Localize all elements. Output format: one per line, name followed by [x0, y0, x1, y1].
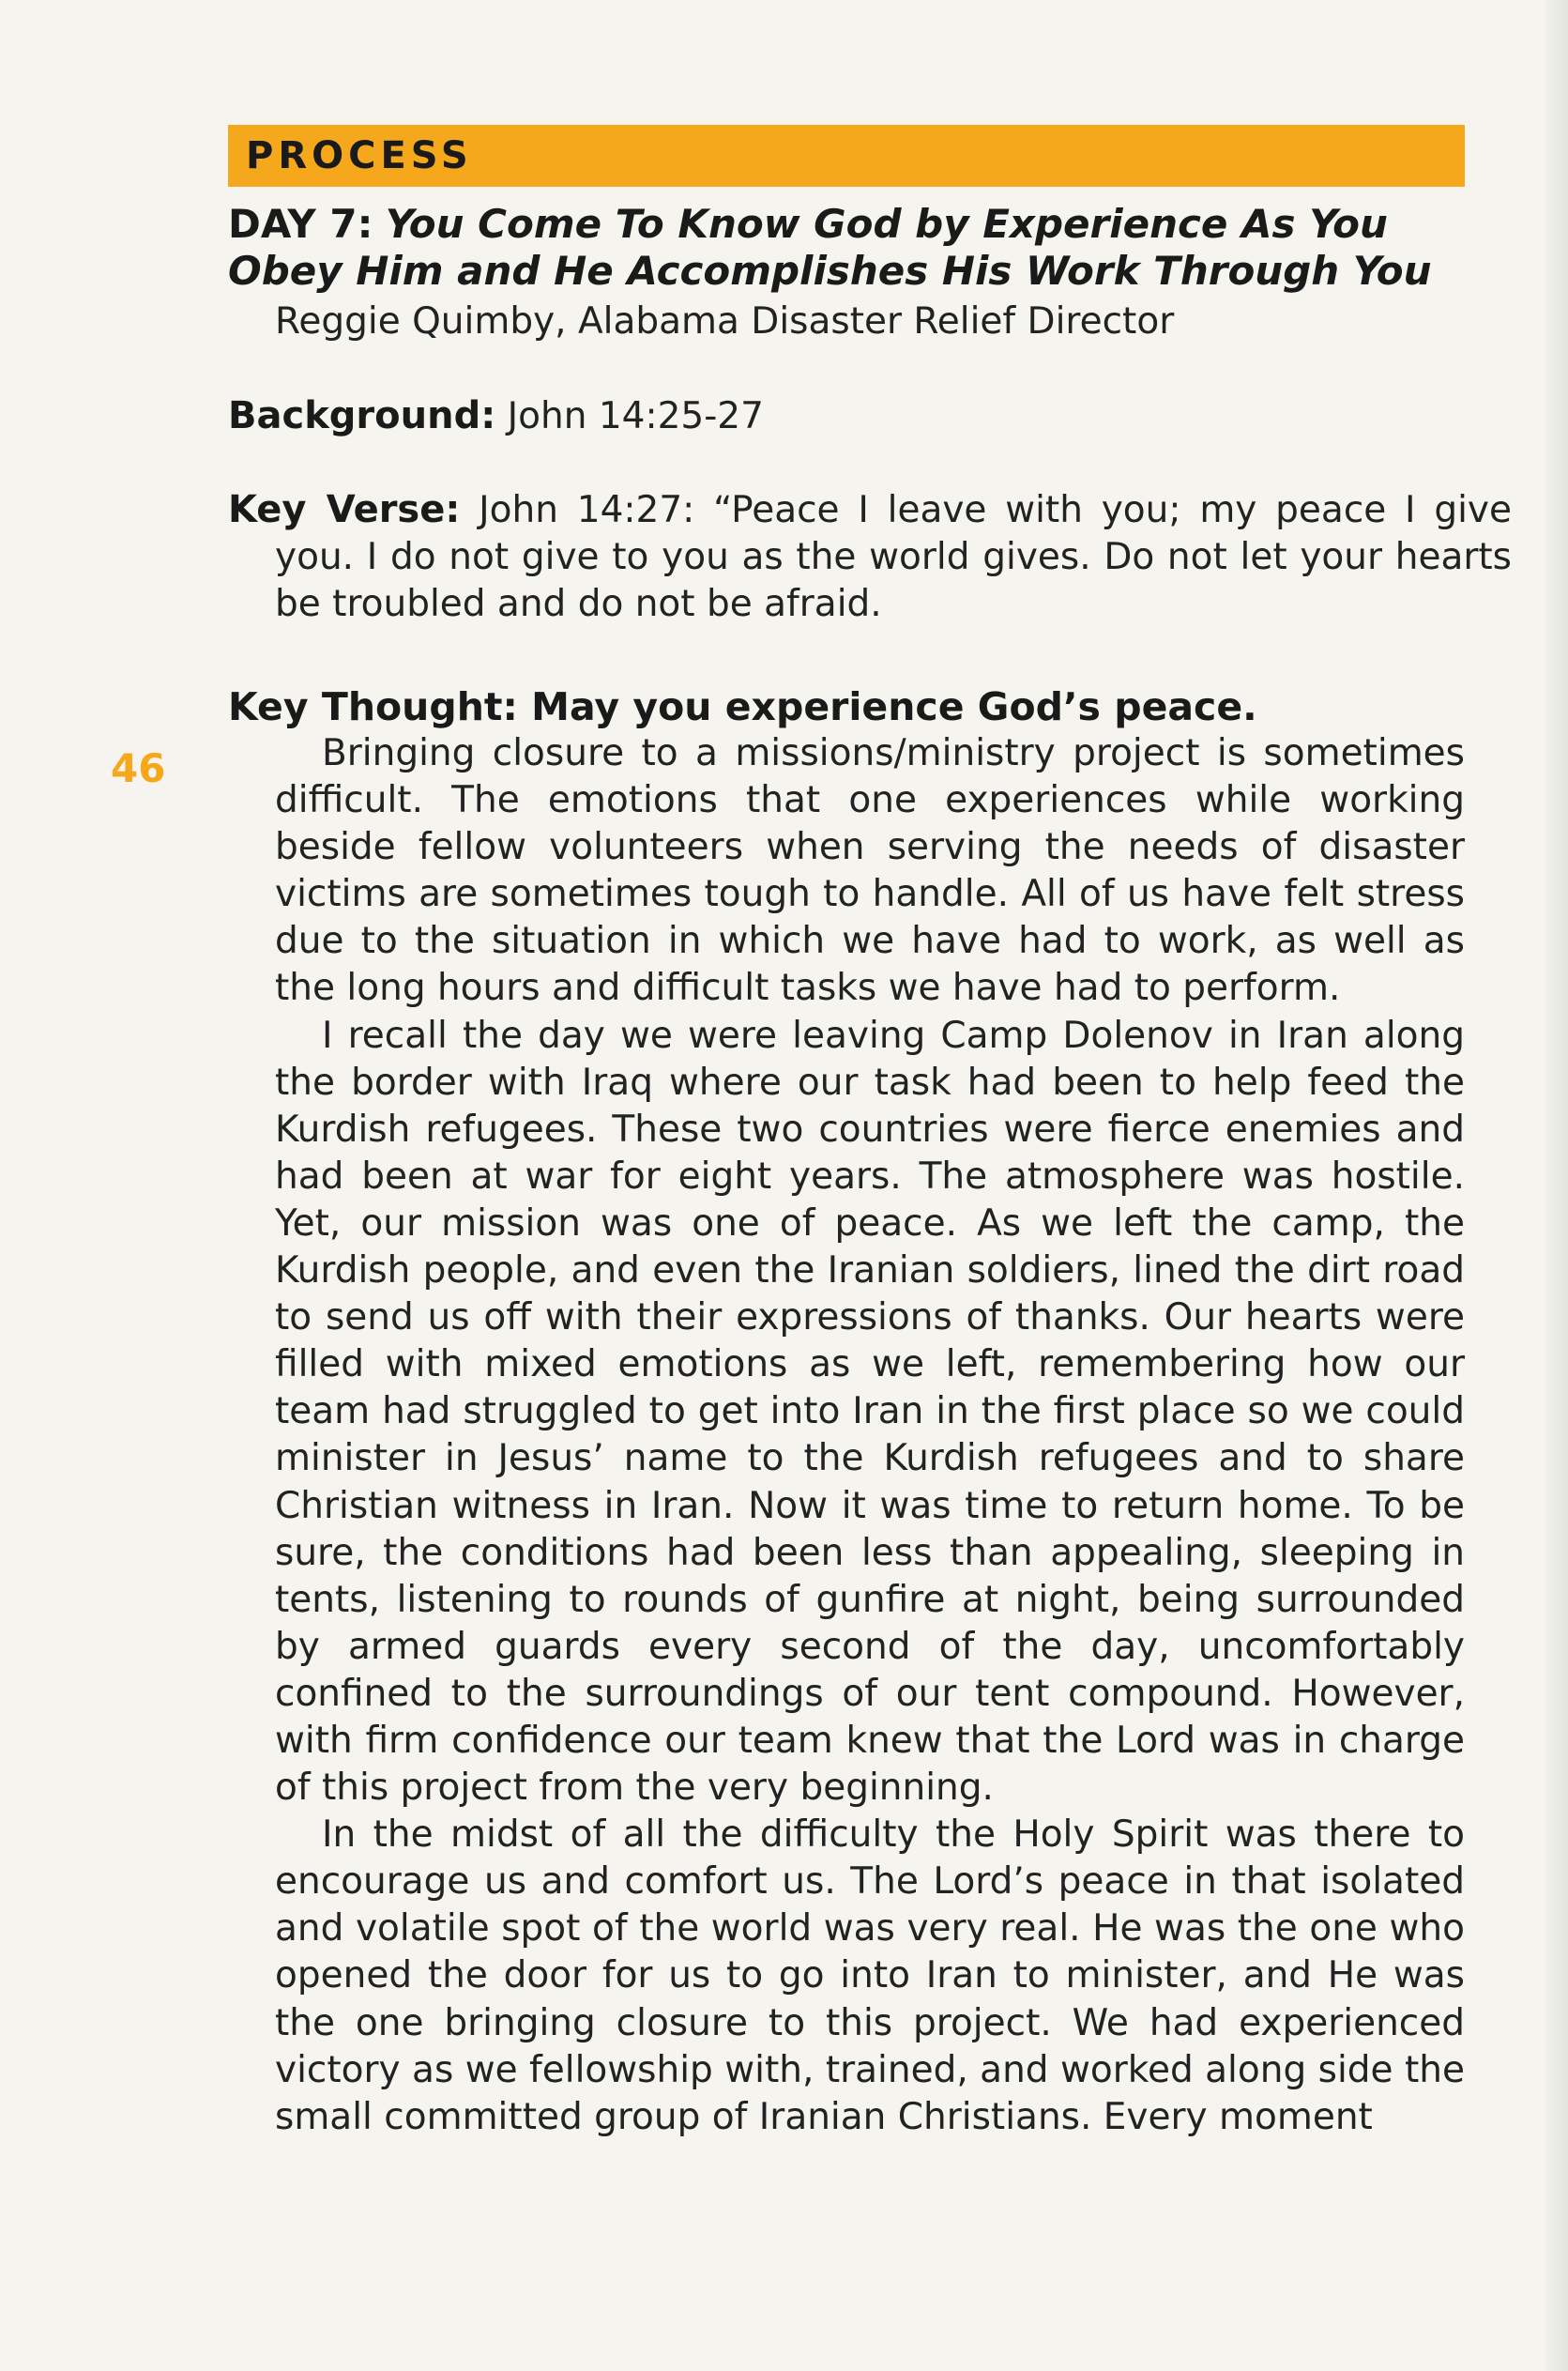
section-label: PROCESS	[246, 134, 473, 177]
page-edge-shadow	[1545, 0, 1568, 2371]
background-label: Background:	[228, 394, 496, 437]
paragraph: Bringing closure to a missions/ministry project is sometimes difficult. The emotions that one experiences while working beside fellow volunteers when serving the needs of disaster victims are sometimes tough to handle. All of us have felt stress due to the situation in which we have had to work, as well as the long hours and difficult tasks we have had to perform.	[275, 732, 1465, 1010]
background-text: John 14:25-27	[507, 395, 764, 437]
paragraph: I recall the day we were leaving Camp Dolenov in Iran along the border with Iraq where our task had been to help feed the Kurdish refugees. These two countries were fierce enemies and had been at war for eight years. The atmosphere was hostile. Yet, our mission was one of peace. As we left the camp, the Kurdish people, and even the Iranian soldiers, lined the dirt road to send us off with their expressions of thanks. Our hearts were filled with mixed emotions as we left, remembering how our team had struggled to get into Iran in the first place so we could minister in Jesus’ name to the Kurdish refugees and to share Christian witness in Iran. Now it was time to return home. To be sure, the conditions had been less than appealing, sleeping in tents, listening to rounds of gunfire at night, being surrounded by armed guards every second of the day, uncomfortably confined to the surroundings of our tent compound. However, with firm confidence our team knew that the Lord was in charge of this project from the very beginning.	[275, 1014, 1465, 1810]
key-thought: Key Thought: May you experience God’s peace.	[228, 684, 1257, 729]
key-verse-text: John 14:27: “Peace I leave with you; my peace I give you. I do not give to you as the world gives. Do not let your hearts be troubled and do not be afraid.	[275, 489, 1512, 625]
body-text	[275, 730, 1465, 2141]
page-number: 46	[111, 745, 166, 791]
author-line: Reggie Quimby, Alabama Disaster Relief Director	[275, 300, 1175, 343]
day-title	[228, 201, 1476, 295]
key-verse-label: Key Verse:	[228, 488, 461, 531]
day-heading: You Come To Know God by Experience As You Obey Him and He Accomplishes His Work Through You	[228, 201, 1432, 294]
day-label: DAY 7:	[228, 201, 373, 247]
paragraph: In the midst of all the difficulty the Holy Spirit was there to encourage us and comfort us. The Lord’s peace in that isolated and volatile spot of the world was very real. He was the one who opened the door for us to go into Iran to minister, and He was the one bringing closure to this project. We had experienced victory as we fellowship with, trained, and worked along side the small committed group of Iranian Christians. Every moment	[275, 1813, 1465, 2138]
key-verse-block	[228, 486, 1512, 628]
background-line	[228, 392, 1465, 440]
